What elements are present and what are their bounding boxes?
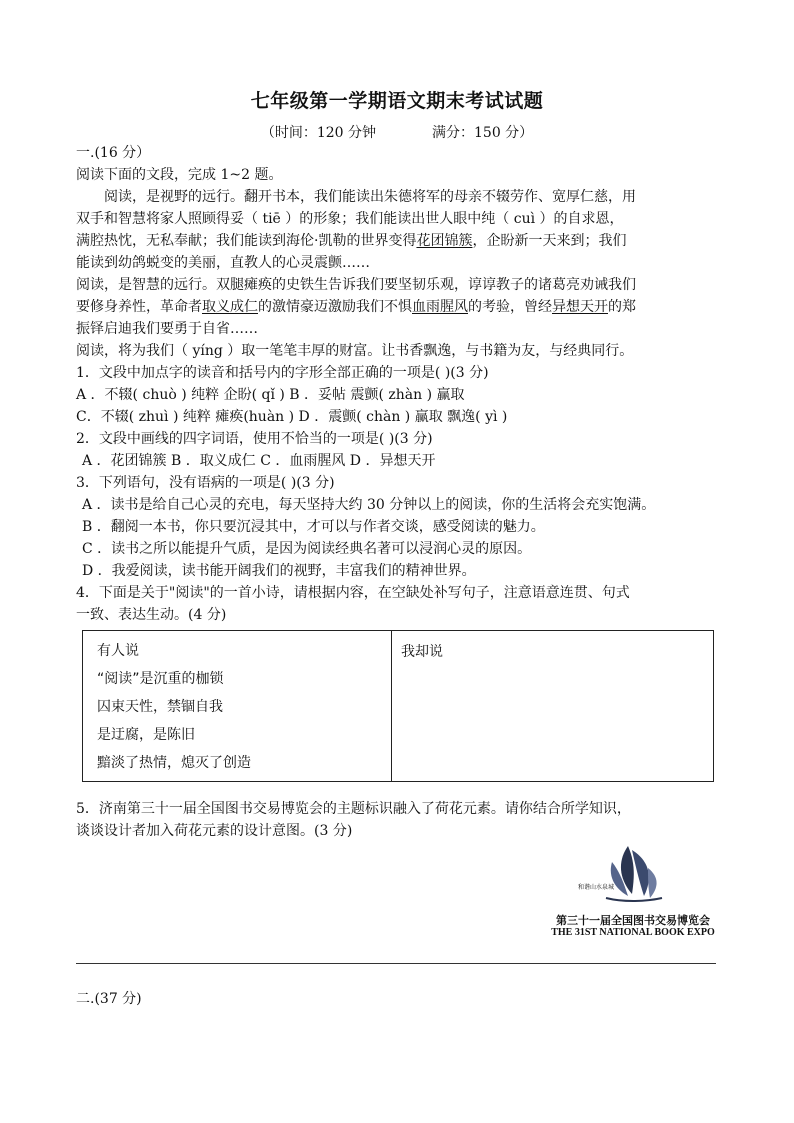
para1-line2: 双手和智慧将家人照顾得妥（ tiē ）的形象；我们能读出世人眼中纯（ cuì ）的自求恩， (76, 211, 624, 227)
para2-text: 的激情豪迈激励我们不惧 (258, 299, 412, 315)
book-expo-logo (538, 842, 728, 942)
question-5-line1: 5．济南第三十一届全国图书交易博览会的主题标识融入了荷花元素。请你结合所学知识， (76, 801, 631, 817)
logo-english-name: THE 31ST NATIONAL BOOK EXPO (551, 927, 715, 938)
section-1-heading: 一.(16 分） (76, 145, 151, 161)
para3: 阅读，将为我们（ yíng ）取一笔笔丰厚的财富。让书香飘逸，与书籍为友，与经典同行。 (76, 343, 634, 359)
para1-line4: 能读到幼鸽蜕变的美丽，直教人的心灵震颤…… (76, 255, 370, 271)
logo-chinese-name: 第三十一届全国图书交易博览会 (556, 914, 710, 927)
q2-options: A ．花团锦簇 B ．取义成仁 C ．血雨腥风 D ．异想天开 (82, 453, 436, 469)
poem-left-cell (97, 639, 387, 779)
q1-options-cd: C．不辍( zhuì ) 纯粹 瘫痪(huàn ) D ．震颤( chàn ) 赢取 飘逸( yì ) (76, 409, 508, 425)
underlined-phrase: 花团锦簇 (416, 233, 473, 249)
question-2: 2．文段中画线的四字词语，使用不恰当的一项是( )(3 分) (76, 431, 433, 447)
question-1: 1．文段中加点字的读音和括号内的字形全部正确的一项是( )(3 分) (76, 365, 489, 381)
q3-option-d: D ．我爱阅读，读书能开阔我们的视野，丰富我们的精神世界。 (82, 563, 476, 579)
logo-slogan: 和谐山水泉城 (578, 884, 615, 891)
q3-option-a: A ．读书是给自己心灵的充电，每天坚持大约 30 分钟以上的阅读，你的生活将会充实饱满。 (82, 497, 656, 513)
page-title: 七年级第一学期语文期末考试试题 (250, 90, 544, 112)
para1-line3 (76, 232, 726, 250)
reading-intro: 阅读下面的文段，完成 1~2 题。 (76, 167, 283, 183)
para2-line3: 振铎启迪我们要勇于自省…… (76, 321, 258, 337)
question-4-line1: 4．下面是关于"阅读"的一首小诗，请根据内容，在空缺处补写句子，注意语意连贯、句式 (76, 585, 630, 601)
table-divider (391, 631, 392, 781)
underlined-phrase: 异想天开 (552, 299, 608, 315)
exam-info (0, 122, 794, 142)
para2-line2 (76, 298, 726, 316)
para1-text: ，企盼新一天来到；我们 (472, 233, 627, 249)
poem-line: 有人说 (97, 643, 139, 659)
section-divider (76, 963, 716, 964)
question-4-line2: 一致、表达生动。(4 分) (76, 607, 227, 623)
para1-text: 满腔热忱，无私奉献；我们能读到海伦·凯勒的世界变得 (76, 233, 417, 249)
lotus-book-icon (588, 842, 678, 904)
poem-line: 是迂腐，是陈旧 (97, 727, 195, 743)
q3-option-b: B ．翻阅一本书，你只要沉浸其中，才可以与作者交谈，感受阅读的魅力。 (82, 519, 545, 535)
para1-line1: 阅读，是视野的远行。翻开书本，我们能读出朱德将军的母亲不辍劳作、宽厚仁慈，用 (104, 189, 636, 205)
underlined-phrase: 取义成仁 (202, 299, 258, 315)
para2-text: 的考验，曾经 (468, 299, 552, 315)
question-5-line2: 谈谈设计者加入荷花元素的设计意图。(3 分) (76, 823, 353, 839)
poem-line: 黯淡了热情，熄灭了创造 (97, 755, 251, 771)
exam-score: 满分：150 分） (432, 125, 534, 141)
para2-text: 的郑 (608, 299, 636, 315)
poem-right-cell[interactable]: 我却说 (401, 644, 443, 660)
question-3: 3．下列语句，没有语病的一项是( )(3 分) (76, 475, 335, 491)
q3-option-c: C ．读书之所以能提升气质，是因为阅读经典名著可以浸润心灵的原因。 (82, 541, 532, 557)
section-2-heading: 二.(37 分) (76, 991, 142, 1007)
exam-time: （时间：120 分钟 (260, 125, 376, 141)
underlined-phrase: 血雨腥风 (412, 299, 468, 315)
poem-table (82, 630, 714, 782)
q1-options-ab: A ．不辍( chuò ) 纯粹 企盼( qǐ ) B ．妥帖 震颤( zhàn ) 赢取 (76, 387, 465, 403)
poem-line: “阅读”是沉重的枷锁 (97, 671, 224, 687)
poem-line: 囚束天性，禁锢自我 (97, 699, 223, 715)
para2-line1: 阅读，是智慧的远行。双腿瘫痪的史铁生告诉我们要坚韧乐观，谆谆教子的诸葛亮劝诫我们 (76, 277, 636, 293)
para2-text: 要修身养性，革命者 (76, 299, 202, 315)
